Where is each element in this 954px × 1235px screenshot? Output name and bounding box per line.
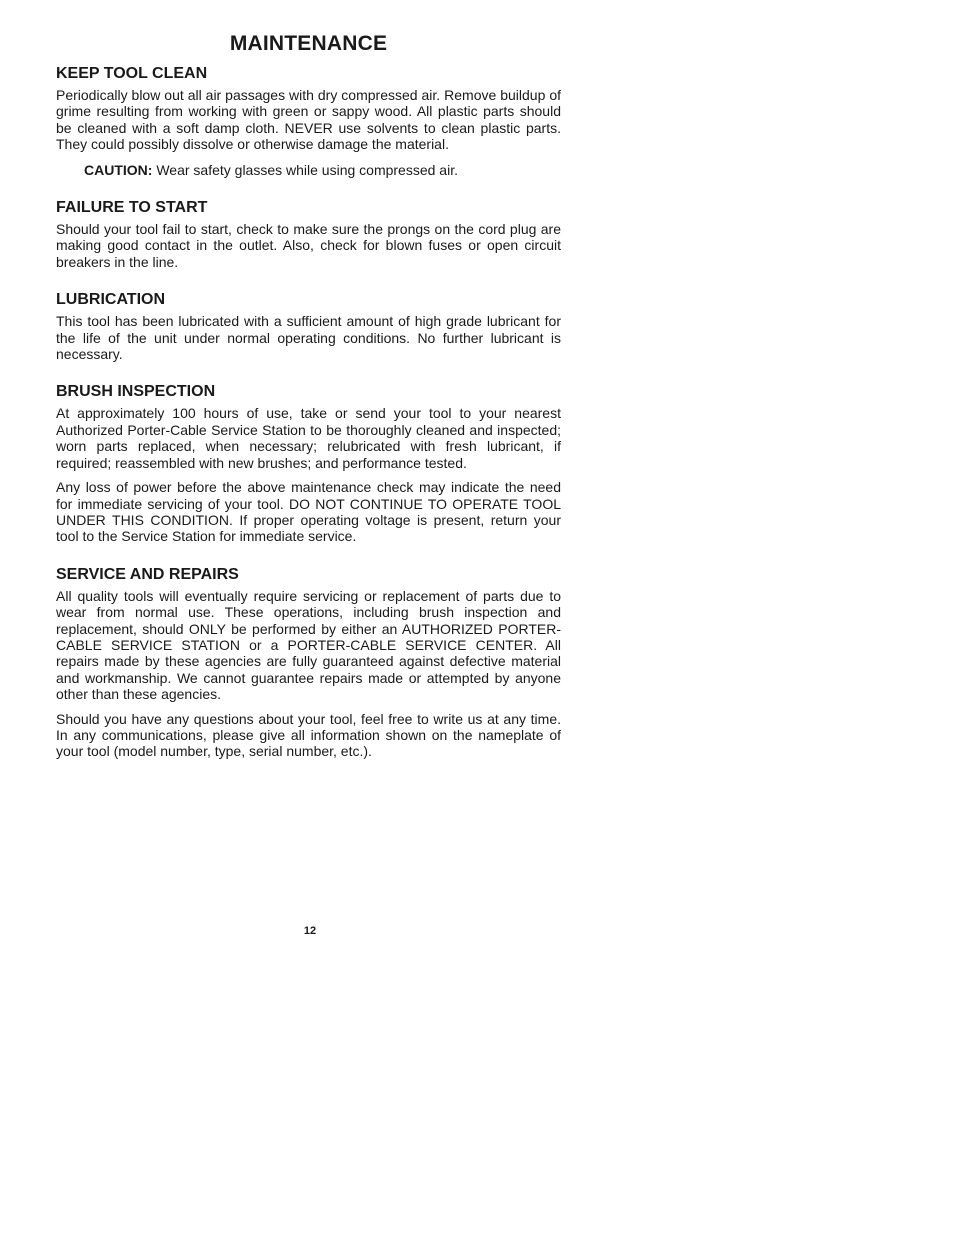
section-service-and-repairs [56,565,561,760]
paragraph: Periodically blow out all air passages with dry compressed air. Remove buildup of grime resulting from working with green or sappy wood. All plastic parts should be cleaned with a soft damp cloth. NEVER use solvents to clean plastic parts. They could possibly dissolve or otherwise damage the material. [56,87,561,153]
paragraph: All quality tools will eventually require servicing or replacement of parts due to wear from normal use. These operations, including brush inspection and replacement, should ONLY be performed by either an AUTHORIZED PORTER-CABLE SERVICE STATION or a PORTER-CABLE SERVICE CENTER. All repairs made by these agencies are fully guaranteed against defective material and workmanship. We cannot guarantee repairs made or attempted by anyone other than these agencies. [56,587,561,703]
section-heading: BRUSH INSPECTION [56,383,216,401]
section-heading: FAILURE TO START [56,199,208,217]
caution-text: Wear safety glasses while using compressed air. [152,161,458,178]
section-heading: LUBRICATION [56,291,166,309]
section-lubrication [56,290,561,362]
paragraph: Any loss of power before the above maintenance check may indicate the need for immediate servicing of your tool. DO NOT CONTINUE TO OPERATE TOOL UNDER THIS CONDITION. If proper operating voltage is present, return your tool to the Service Station for immediate service. [56,479,561,545]
text-column [56,30,561,780]
paragraph: Should your tool fail to start, check to make sure the prongs on the cord plug are making good contact in the outlet. Also, check for blown fuses or open circuit breakers in the line. [56,221,561,270]
caution-note [84,162,561,178]
paragraph: At approximately 100 hours of use, take or send your tool to your nearest Authorized Porter-Cable Service Station to be thoroughly cleaned and inspected; worn parts replaced, when necessary; relubricated with fresh lubricant, if required; reassembled with new brushes; and performance tested. [56,405,561,471]
paragraph: This tool has been lubricated with a sufficient amount of high grade lubricant for the life of the unit under normal operating conditions. No further lubricant is necessary. [56,313,561,363]
section-keep-tool-clean [56,64,561,178]
page-title: MAINTENANCE [229,32,388,55]
section-failure-to-start [56,198,561,270]
section-brush-inspection [56,382,561,544]
page-number: 12 [303,925,317,937]
paragraph: Should you have any questions about your tool, feel free to write us at any time. In any communications, please give all information shown on the nameplate of your tool (model number, type, serial number, etc.). [56,710,561,760]
caution-label: CAUTION: [84,161,153,178]
section-heading: SERVICE AND REPAIRS [56,565,239,583]
section-heading: KEEP TOOL CLEAN [56,65,208,82]
